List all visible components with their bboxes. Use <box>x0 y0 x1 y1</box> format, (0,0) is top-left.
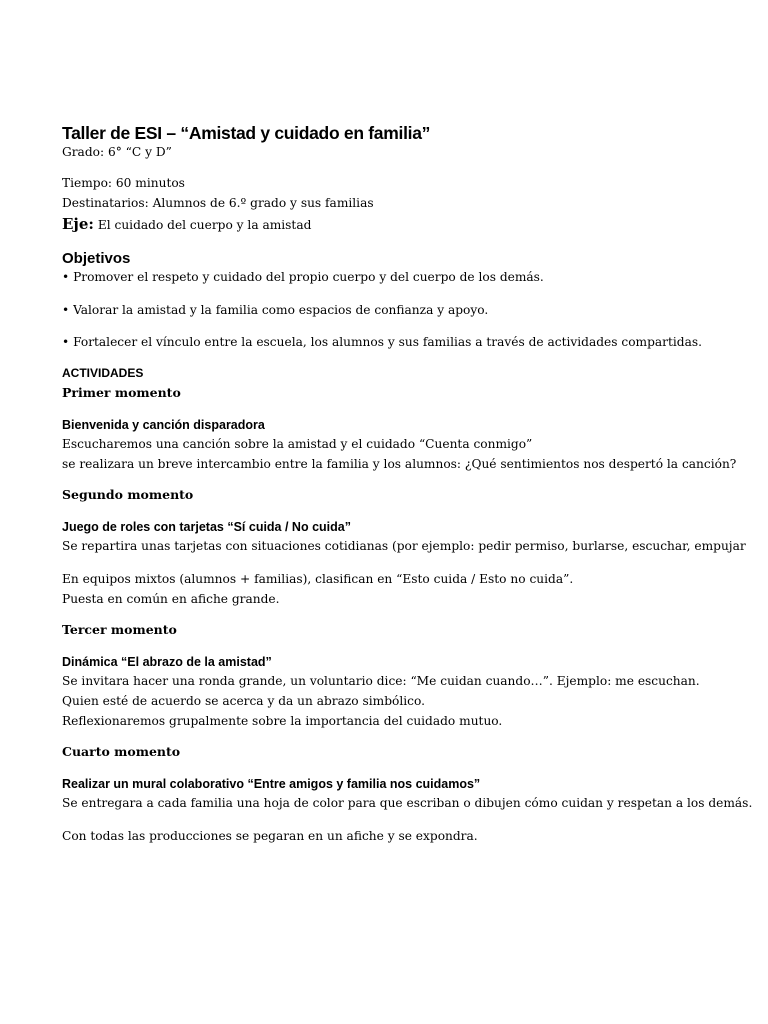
tercer-momento-line: Reflexionaremos grupalmente sobre la importancia del cuidado mutuo. <box>62 714 503 728</box>
cuarto-momento-heading: Cuarto momento <box>62 744 181 759</box>
eje-text: El cuidado del cuerpo y la amistad <box>93 218 312 232</box>
cuarto-momento-line: Se entregara a cada familia una hoja de color para que escriban o dibujen cómo cuidan y respetan a los demás. <box>62 796 753 810</box>
primer-momento-subheading: Bienvenida y canción disparadora <box>62 418 265 432</box>
actividades-heading: ACTIVIDADES <box>62 366 144 380</box>
tiempo-line: Tiempo: 60 minutos <box>62 176 185 190</box>
document-page <box>62 122 752 846</box>
destinatarios-line: Destinatarios: Alumnos de 6.º grado y sus familias <box>62 196 374 210</box>
objetivo-item: • Fortalecer el vínculo entre la escuela, los alumnos y sus familias a través de actividades compartidas. <box>62 335 702 349</box>
tercer-momento-line: Quien esté de acuerdo se acerca y da un abrazo simbólico. <box>62 694 425 708</box>
eje-line <box>62 214 752 235</box>
primer-momento-heading: Primer momento <box>62 385 181 400</box>
primer-momento-line: se realizara un breve intercambio entre la familia y los alumnos: ¿Qué sentimientos nos despertó la canción? <box>62 457 737 471</box>
segundo-momento-line: En equipos mixtos (alumnos + familias), clasifican en “Esto cuida / Esto no cuida”. <box>62 572 574 586</box>
cuarto-momento-line: Con todas las producciones se pegaran en un afiche y se expondra. <box>62 829 478 843</box>
tercer-momento-line: Se invitara hacer una ronda grande, un voluntario dice: “Me cuidan cuando…”. Ejemplo: me escuchan. <box>62 674 700 688</box>
cuarto-momento-subheading: Realizar un mural colaborativo “Entre amigos y familia nos cuidamos” <box>62 777 481 791</box>
tercer-momento-heading: Tercer momento <box>62 622 177 637</box>
objetivos-heading: Objetivos <box>62 250 131 267</box>
document-title: Taller de ESI – “Amistad y cuidado en familia” <box>62 123 431 143</box>
eje-label: Eje: <box>62 215 94 233</box>
grado-line: Grado: 6° “C y D” <box>62 145 172 159</box>
segundo-momento-subheading: Juego de roles con tarjetas “Sí cuida / No cuida” <box>62 520 351 534</box>
segundo-momento-line: Puesta en común en afiche grande. <box>62 592 280 606</box>
primer-momento-line: Escucharemos una canción sobre la amistad y el cuidado “Cuenta conmigo” <box>62 437 533 451</box>
segundo-momento-heading: Segundo momento <box>62 487 194 502</box>
tercer-momento-subheading: Dinámica “El abrazo de la amistad” <box>62 655 272 669</box>
objetivo-item: • Valorar la amistad y la familia como espacios de confianza y apoyo. <box>62 303 489 317</box>
objetivo-item: • Promover el respeto y cuidado del propio cuerpo y del cuerpo de los demás. <box>62 270 544 284</box>
segundo-momento-line: Se repartira unas tarjetas con situaciones cotidianas (por ejemplo: pedir permiso, burlarse, escuchar, empujar <box>62 539 746 553</box>
